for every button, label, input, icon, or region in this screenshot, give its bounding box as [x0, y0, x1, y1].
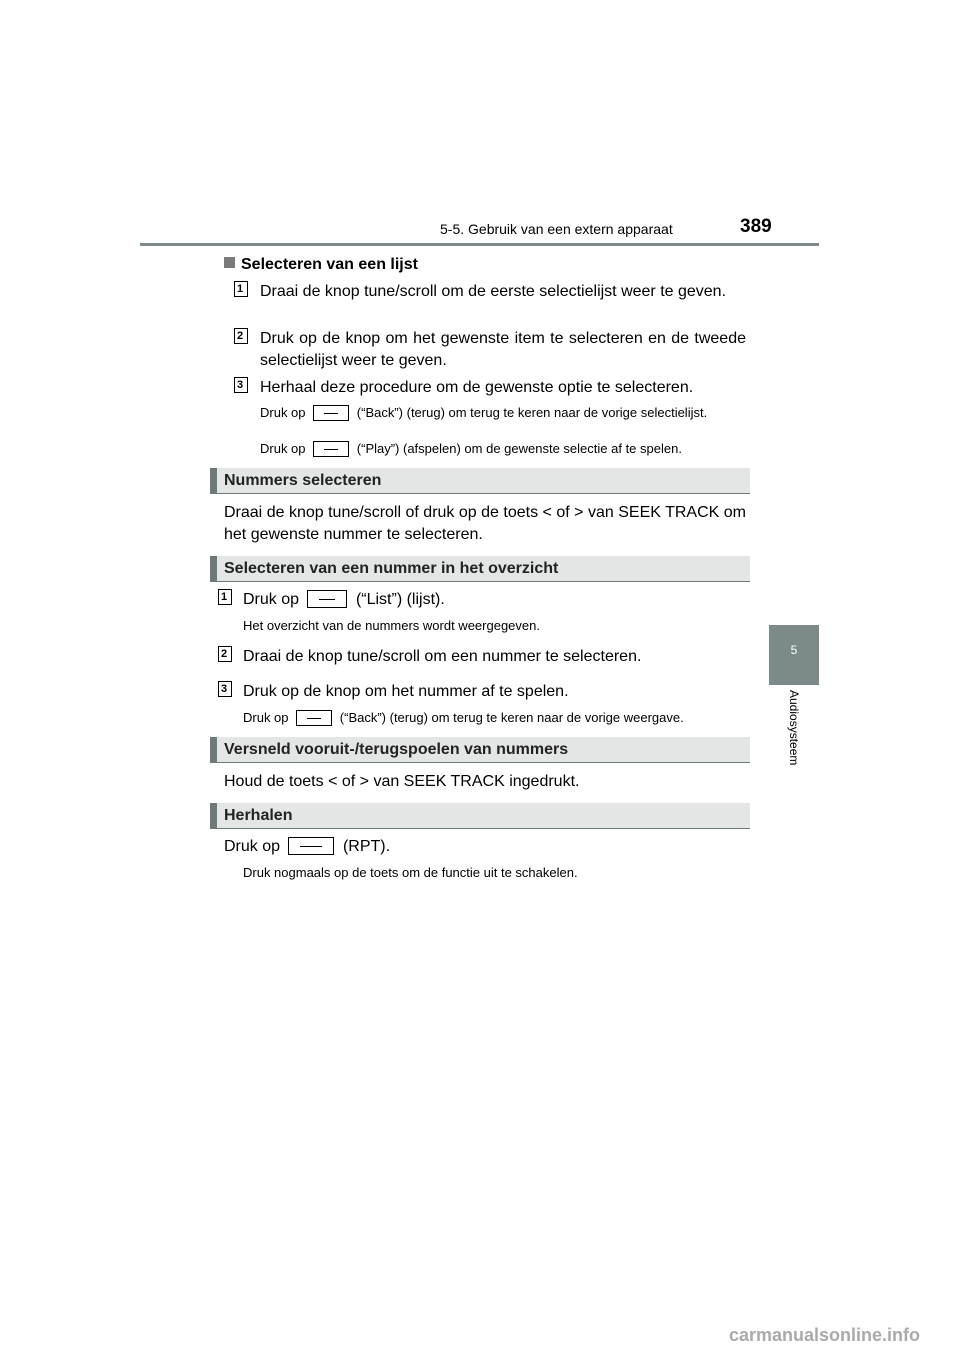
overzicht-step-3: Druk op de knop om het nummer af te spelen. — [243, 683, 569, 700]
body-text: Druk op — [224, 838, 281, 855]
back-note — [260, 405, 746, 421]
step-number: 1 — [234, 281, 248, 297]
step-text: (“List”) (lijst). — [355, 591, 445, 608]
list-step-3: Herhaal deze procedure om de gewenste optie te selecteren. — [260, 379, 694, 396]
chapter-tab-label — [760, 690, 830, 790]
herhalen-body — [224, 836, 390, 858]
list-button[interactable] — [307, 590, 347, 608]
overzicht-step-3-note — [243, 710, 684, 726]
list-heading — [224, 254, 418, 276]
herhalen-note: Druk nogmaals op de toets om de functie uit te schakelen. — [243, 865, 578, 880]
note-text: Druk op — [243, 710, 289, 725]
step-number: 3 — [234, 377, 248, 393]
header-rule — [140, 243, 819, 246]
chapter-title: 5-5. Gebruik van een extern apparaat — [440, 221, 673, 237]
list-step-2: Druk op de knop om het gewenste item te selecteren en de tweede selectielijst weer te geven. — [260, 330, 746, 369]
overzicht-step-1-note: Het overzicht van de nummers wordt weergegeven. — [243, 618, 540, 633]
watermark: carmanualsonline.info — [728, 1325, 920, 1345]
step-text: Druk op — [243, 591, 300, 608]
overzicht-step-1 — [243, 589, 445, 611]
step-number: 1 — [218, 589, 232, 605]
page-number: 389 — [740, 216, 772, 237]
body-text: (RPT). — [342, 838, 391, 855]
note-text: (“Play”) (afspelen) om de gewenste selectie af te spelen. — [356, 441, 682, 456]
list-heading-text: Selecteren van een lijst — [241, 256, 418, 273]
note-text: Druk op — [260, 441, 306, 456]
chapter-tab-number: 5 — [790, 643, 798, 657]
section-herhalen: Herhalen — [210, 803, 750, 829]
back-button[interactable] — [313, 405, 349, 421]
chapter-tab — [769, 625, 819, 685]
play-button[interactable] — [313, 441, 349, 457]
play-note — [260, 441, 750, 457]
section-overzicht: Selecteren van een nummer in het overzicht — [210, 556, 750, 582]
list-step-1: Draai de knop tune/scroll om de eerste selectielijst weer te geven. — [260, 283, 727, 300]
note-text: (“Back”) (terug) om terug te keren naar de vorige selectielijst. — [356, 405, 708, 420]
note-text: (“Back”) (terug) om terug te keren naar de vorige weergave. — [339, 710, 684, 725]
note-text: Druk op — [260, 405, 306, 420]
square-bullet-icon — [224, 257, 235, 268]
chapter-tab-label-text: Audiosysteem — [787, 690, 801, 766]
step-number: 3 — [218, 681, 232, 697]
section-nummers-selecteren: Nummers selecteren — [210, 468, 750, 494]
overzicht-step-2: Draai de knop tune/scroll om een nummer te selecteren. — [243, 648, 642, 665]
section-versneld: Versneld vooruit-/terugspoelen van nummers — [210, 737, 750, 763]
step-number: 2 — [234, 328, 248, 344]
step-number: 2 — [218, 646, 232, 662]
rpt-button[interactable] — [288, 837, 334, 855]
nummers-body: Draai de knop tune/scroll of druk op de toets < of > van SEEK TRACK om het gewenste nummer te selecteren. — [224, 504, 746, 543]
back-button[interactable] — [296, 710, 332, 726]
versneld-body: Houd de toets < of > van SEEK TRACK ingedrukt. — [224, 773, 580, 790]
